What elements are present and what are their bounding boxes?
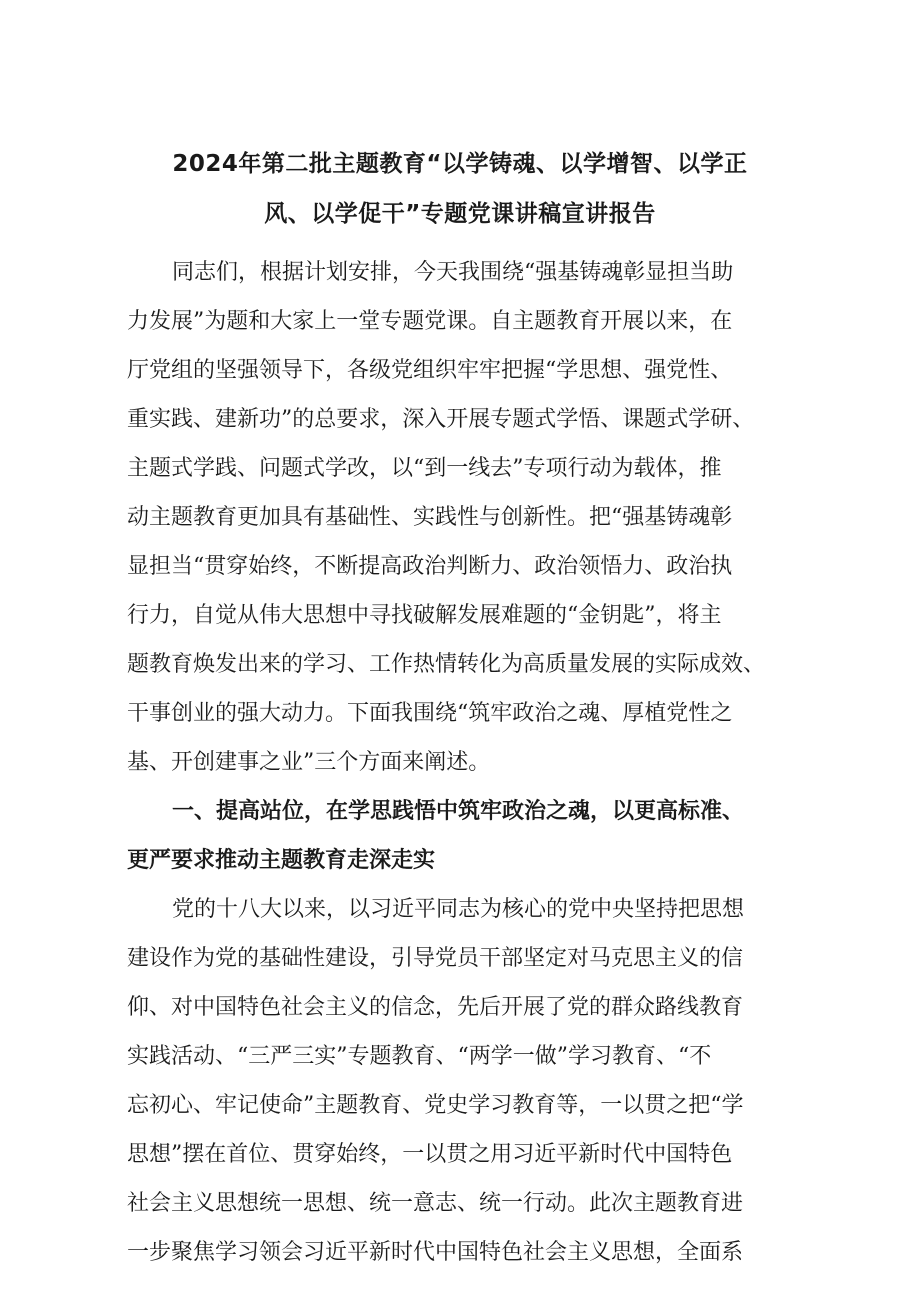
paragraph-line: 动主题教育更加具有基础性、实践性与创新性。把“强基铸魂彰 bbox=[127, 505, 733, 530]
paragraph-line: 题教育焕发出来的学习、工作热情转化为高质量发展的实际成效、 bbox=[127, 652, 766, 677]
paragraph-line: 力发展”为题和大家上一堂专题党课。自主题教育开展以来，在 bbox=[127, 309, 733, 334]
heading-line: 一、提高站位，在学思践悟中筑牢政治之魂，以更高标准、 bbox=[172, 799, 745, 824]
paragraph-line: 思想”摆在首位、贯穿始终，一以贯之用习近平新时代中国特色 bbox=[127, 1142, 733, 1167]
paragraph-line: 社会主义思想统一思想、统一意志、统一行动。此次主题教育进 bbox=[127, 1191, 744, 1216]
paragraph-line: 基、开创建事之业”三个方面来阐述。 bbox=[127, 750, 491, 775]
paragraph-line: 党的十八大以来，以习近平同志为核心的党中央坚持把思想 bbox=[172, 897, 745, 922]
paragraph-line: 显担当“贯穿始终，不断提高政治判断力、政治领悟力、政治执 bbox=[127, 554, 733, 579]
paragraph-line: 干事创业的强大动力。下面我围绕“筑牢政治之魂、厚植党性之 bbox=[127, 701, 733, 726]
paragraph-line: 实践活动、“三严三实”专题教育、“两学一做”学习教育、“不 bbox=[127, 1044, 712, 1069]
paragraph-line: 建设作为党的基础性建设，引导党员干部坚定对马克思主义的信 bbox=[127, 946, 744, 971]
document-title-line-2: 风、以学促干”专题党课讲稿宣讲报告 bbox=[264, 201, 656, 227]
heading-line: 更严要求推动主题教育走深走实 bbox=[127, 848, 436, 873]
paragraph-line: 忘初心、牢记使命”主题教育、党史学习教育等，一以贯之把“学 bbox=[127, 1093, 744, 1118]
paragraph-line: 一步聚焦学习领会习近平新时代中国特色社会主义思想，全面系 bbox=[127, 1240, 744, 1265]
paragraph-line: 仰、对中国特色社会主义的信念，先后开展了党的群众路线教育 bbox=[127, 995, 744, 1020]
paragraph-line: 行力，自觉从伟大思想中寻找破解发展难题的“金钥匙”，将主 bbox=[127, 603, 722, 628]
document-title-line-1: 2024年第二批主题教育“以学铸魂、以学增智、以学正 bbox=[172, 151, 748, 177]
paragraph-line: 重实践、建新功”的总要求，深入开展专题式学悟、课题式学研、 bbox=[127, 407, 755, 432]
paragraph-line: 厅党组的坚强领导下，各级党组织牢牢把握“学思想、强党性、 bbox=[127, 358, 733, 383]
paragraph-line: 主题式学践、问题式学改，以“到一线去”专项行动为载体，推 bbox=[127, 456, 722, 481]
paragraph-line: 同志们，根据计划安排，今天我围绕“强基铸魂彰显担当助 bbox=[172, 260, 734, 285]
